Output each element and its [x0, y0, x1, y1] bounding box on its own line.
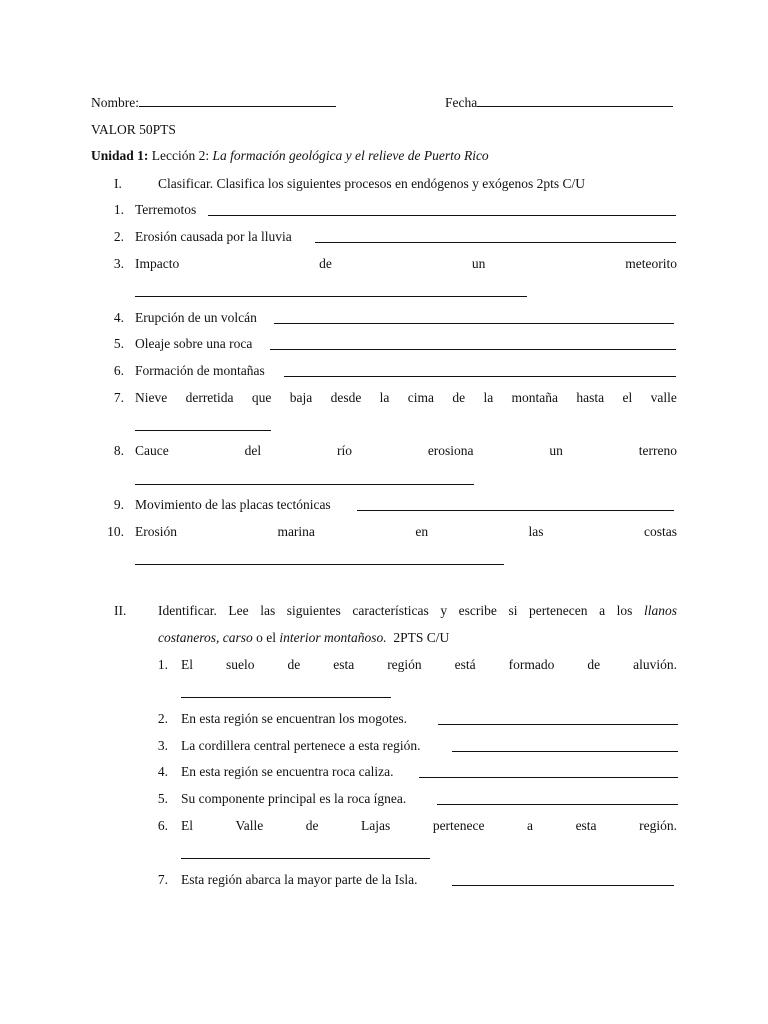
word: un — [471, 256, 486, 271]
section2-numeral: II. — [114, 603, 127, 618]
word: Lajas — [361, 818, 391, 833]
s2-item-number: 3. — [157, 738, 168, 753]
word: terreno — [638, 443, 677, 458]
word: baja — [289, 390, 313, 405]
word: suelo — [225, 657, 255, 672]
s2-item-text: En esta región se encuentran los mogotes. — [181, 711, 408, 726]
word: siguientes — [286, 603, 341, 618]
s2-item-number: 5. — [157, 791, 168, 806]
s1-item-text: Erupción de un volcán — [135, 310, 257, 325]
word: erosiona — [427, 443, 474, 458]
word: las — [528, 524, 544, 539]
s2-item-justified — [181, 656, 677, 674]
word: los — [616, 603, 633, 618]
s1-item-text: Movimiento de las placas tectónicas — [135, 497, 331, 512]
word: derretida — [185, 390, 234, 405]
word: Nieve — [135, 390, 168, 405]
word: características — [352, 603, 429, 618]
s2-item-justified — [181, 817, 677, 835]
word: cima — [407, 390, 435, 405]
s1-item-justified — [135, 255, 677, 273]
s1-item-number: 7. — [113, 390, 124, 405]
s1-item-justified — [135, 442, 677, 460]
word: un — [549, 443, 563, 458]
word: aluvión. — [633, 657, 677, 672]
s1-item-number: 10. — [107, 524, 124, 539]
word: valle — [650, 390, 677, 405]
word: el — [622, 390, 633, 405]
word: desde — [330, 390, 362, 405]
answer-blank[interactable] — [270, 349, 676, 350]
word: región — [387, 657, 422, 672]
answer-blank[interactable] — [452, 751, 678, 752]
word: marina — [277, 524, 315, 539]
s1-item-justified — [135, 389, 677, 407]
answer-blank[interactable] — [135, 430, 271, 431]
word: Erosión — [135, 524, 177, 539]
italic-term: costaneros, carso — [158, 630, 253, 645]
s1-item-justified — [135, 523, 677, 541]
answer-blank[interactable] — [452, 885, 674, 886]
s1-item-number: 3. — [113, 256, 124, 271]
s1-item-number: 2. — [113, 229, 124, 244]
s1-item-text: Terremotos — [135, 202, 197, 217]
word: formado — [508, 657, 555, 672]
answer-blank[interactable] — [437, 804, 678, 805]
fecha-row — [445, 94, 673, 112]
leccion-title: La formación geológica y el relieve de Puerto Rico — [212, 148, 489, 163]
answer-blank[interactable] — [315, 242, 676, 243]
answer-blank[interactable] — [357, 510, 674, 511]
s2-item-text: La cordillera central pertenece a esta región. — [181, 738, 421, 753]
fecha-label: Fecha — [445, 95, 478, 110]
word: escribe — [458, 603, 497, 618]
section2-instruction-line2 — [158, 629, 449, 647]
word: del — [244, 443, 262, 458]
section2-instruction-line1 — [158, 602, 677, 620]
s1-item-text: Oleaje sobre una roca — [135, 336, 253, 351]
word: montaña — [511, 390, 559, 405]
s2-item-number: 1. — [157, 657, 168, 672]
word: de — [587, 657, 601, 672]
s1-item-number: 5. — [113, 336, 124, 351]
word: meteorito — [625, 256, 677, 271]
section1-instruction: Clasificar. Clasifica los siguientes procesos en endógenos y exógenos 2pts C/U — [158, 176, 586, 191]
nombre-label: Nombre: — [91, 95, 139, 110]
s1-item-number: 9. — [113, 497, 124, 512]
word: la — [483, 390, 494, 405]
s1-item-text: Formación de montañas — [135, 363, 265, 378]
section1-numeral: I. — [114, 176, 122, 191]
s1-item-text: Erosión causada por la lluvia — [135, 229, 292, 244]
valor-text: VALOR 50PTS — [91, 122, 176, 137]
points-text: 2PTS C/U — [386, 630, 450, 645]
word: El — [181, 657, 193, 672]
answer-blank[interactable] — [438, 724, 678, 725]
word: Lee — [228, 603, 249, 618]
word: esta — [575, 818, 597, 833]
answer-blank[interactable] — [284, 376, 676, 377]
word: la — [379, 390, 390, 405]
s2-item-number: 7. — [157, 872, 168, 887]
word: de — [452, 390, 466, 405]
italic-term: interior montañoso. — [279, 630, 387, 645]
word: en — [415, 524, 429, 539]
word: las — [260, 603, 276, 618]
connector: o el — [252, 630, 280, 645]
word: a — [527, 818, 534, 833]
word: El — [181, 818, 193, 833]
answer-blank[interactable] — [181, 858, 430, 859]
answer-blank[interactable] — [135, 484, 474, 485]
unidad-label: Unidad 1: — [91, 148, 149, 163]
unit-title — [91, 147, 489, 165]
s2-item-text: En esta región se encuentra roca caliza. — [181, 764, 394, 779]
answer-blank[interactable] — [208, 215, 676, 216]
leccion-label: Lección 2: — [151, 148, 210, 163]
answer-blank[interactable] — [274, 323, 674, 324]
s2-item-number: 4. — [157, 764, 168, 779]
answer-blank[interactable] — [135, 564, 504, 565]
word: y — [440, 603, 448, 618]
word: a — [599, 603, 606, 618]
nombre-blank[interactable] — [139, 94, 336, 107]
s1-item-number: 4. — [113, 310, 124, 325]
word: Impacto — [135, 256, 180, 271]
word: de — [287, 657, 301, 672]
word: región. — [639, 818, 677, 833]
word: que — [251, 390, 272, 405]
word: está — [454, 657, 476, 672]
s2-item-number: 2. — [157, 711, 168, 726]
word: llanos — [643, 603, 677, 618]
fecha-blank[interactable] — [477, 94, 673, 107]
word: costas — [643, 524, 677, 539]
s1-item-number: 1. — [113, 202, 124, 217]
word: río — [336, 443, 352, 458]
s2-item-number: 6. — [157, 818, 168, 833]
word: Cauce — [135, 443, 169, 458]
word: de — [319, 256, 332, 271]
word: pertenecen — [529, 603, 588, 618]
s1-item-number: 8. — [113, 443, 124, 458]
nombre-row — [91, 94, 336, 112]
word: Valle — [235, 818, 264, 833]
answer-blank[interactable] — [419, 777, 678, 778]
word: si — [508, 603, 518, 618]
s2-item-text: Esta región abarca la mayor parte de la Isla. — [181, 872, 418, 887]
s1-item-number: 6. — [113, 363, 124, 378]
s2-item-text: Su componente principal es la roca ígnea. — [181, 791, 407, 806]
word: de — [305, 818, 319, 833]
word: hasta — [576, 390, 605, 405]
answer-blank[interactable] — [181, 697, 391, 698]
word: esta — [333, 657, 355, 672]
answer-blank[interactable] — [135, 296, 527, 297]
word: Identificar. — [158, 603, 217, 618]
word: pertenece — [432, 818, 485, 833]
